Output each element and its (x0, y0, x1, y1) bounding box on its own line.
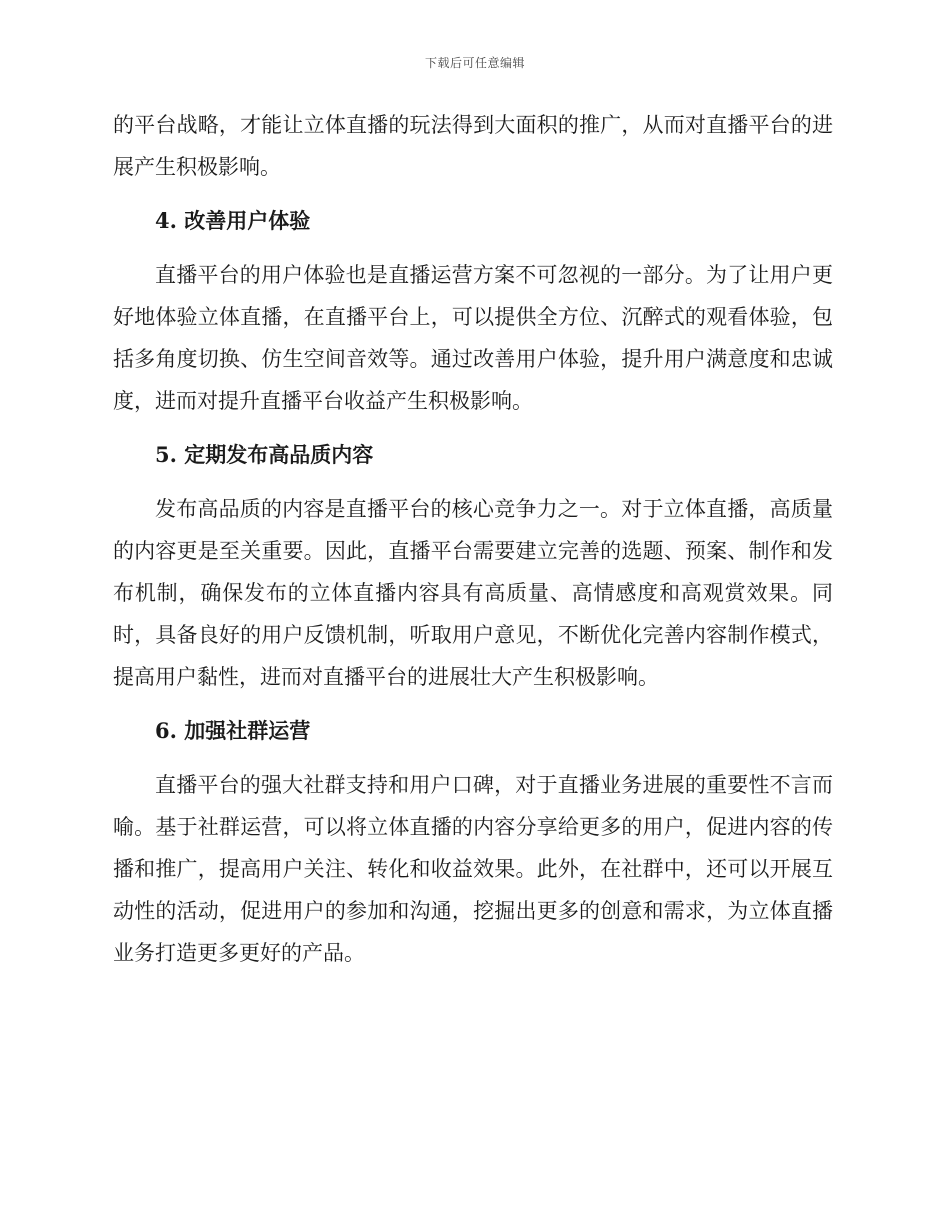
section-heading-4: 4. 改善用户体验 (155, 208, 311, 233)
document-body (113, 104, 833, 974)
section-body-4: 直播平台的用户体验也是直播运营方案不可忽视的一部分。为了让用户更好地体验立体直播，在直播平台上，可以提供全方位、沉醉式的观看体验，包括多角度切换、仿生空间音效等。通过改善用户体验，提升用户满意度和忠诚度，进而对提升直播平台收益产生积极影响。 (113, 263, 833, 413)
section-body-6: 直播平台的强大社群支持和用户口碑，对于直播业务进展的重要性不言而喻。基于社群运营，可以将立体直播的内容分享给更多的用户，促进内容的传播和推广，提高用户关注、转化和收益效果。此外，在社群中，还可以开展互动性的活动，促进用户的参加和沟通，挖掘出更多的创意和需求，为立体直播业务打造更多更好的产品。 (113, 773, 833, 965)
continuation-paragraph: 的平台战略，才能让立体直播的玩法得到大面积的推广，从而对直播平台的进展产生积极影响。 (113, 113, 833, 179)
section-body-5: 发布高品质的内容是直播平台的核心竞争力之一。对于立体直播，高质量的内容更是至关重要。因此，直播平台需要建立完善的选题、预案、制作和发布机制，确保发布的立体直播内容具有高质量、高情感度和高观赏效果。同时，具备良好的用户反馈机制，听取用户意见，不断优化完善内容制作模式，提高用户黏性，进而对直播平台的进展壮大产生积极影响。 (113, 497, 833, 689)
section-heading-6: 6. 加强社群运营 (155, 718, 311, 743)
section-heading-5: 5. 定期发布高品质内容 (155, 442, 374, 467)
header-note: 下载后可任意编辑 (424, 56, 525, 70)
